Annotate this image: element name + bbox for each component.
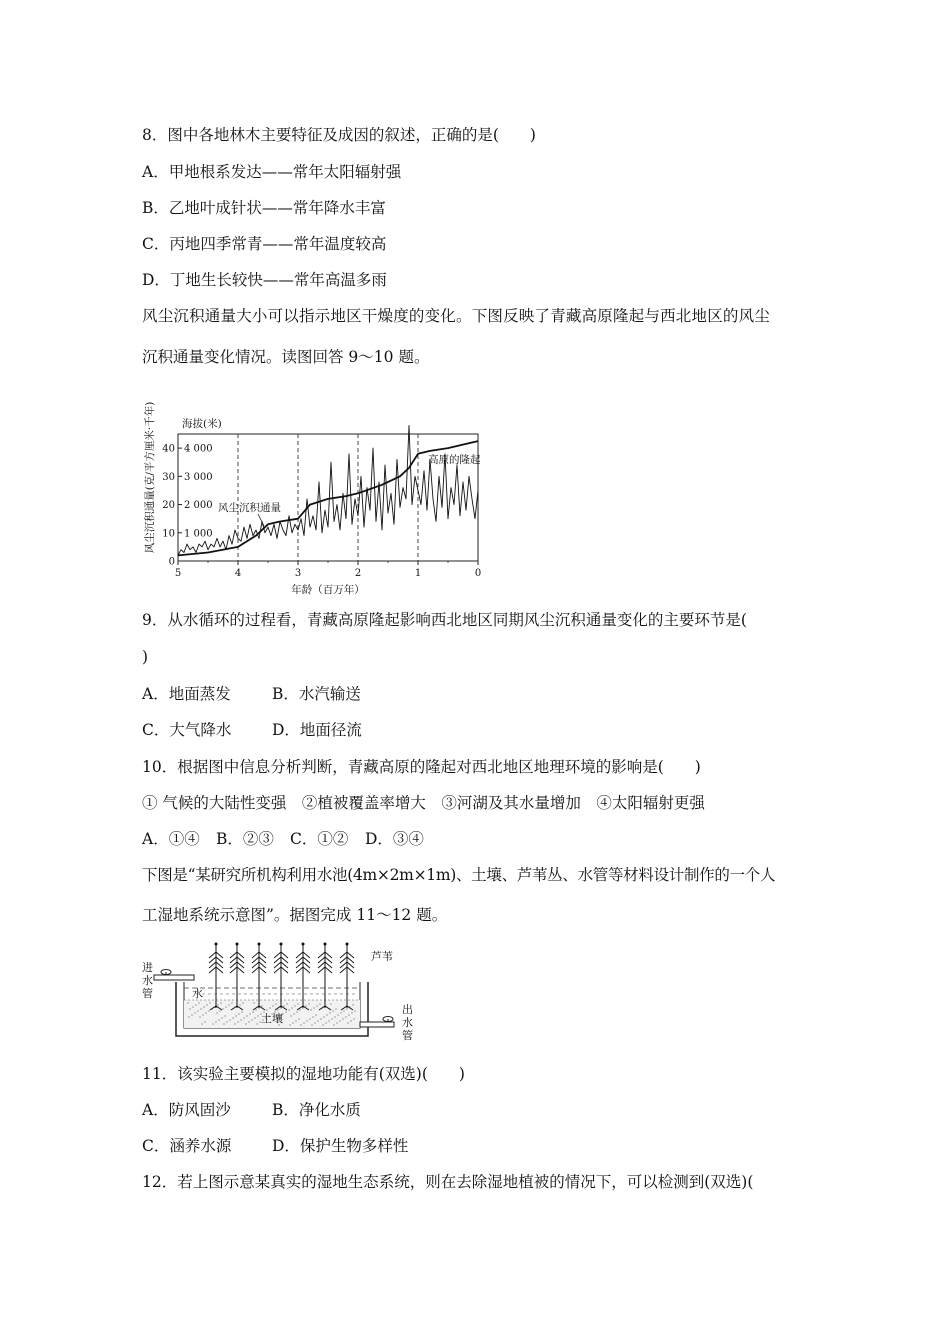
soil-dot [306, 1020, 307, 1021]
soil-dot [308, 1003, 309, 1004]
reed-label: 芦苇 [371, 950, 393, 963]
soil-dot [314, 1022, 315, 1023]
soil-dot [243, 1017, 244, 1018]
soil-dot [231, 1002, 232, 1003]
soil-dot [296, 1011, 297, 1012]
q10-option-a: A．①④ [142, 830, 200, 848]
soil-dot [246, 1015, 247, 1016]
soil-dot [292, 1022, 293, 1023]
soil-dot [201, 1023, 202, 1024]
soil-dot [256, 1023, 257, 1024]
reed-leaf [340, 962, 347, 968]
soil-dot [303, 1022, 304, 1023]
soil-dot [239, 1004, 240, 1005]
soil-dot [242, 1002, 243, 1003]
soil-dot [337, 1014, 338, 1015]
soil-dot [226, 1021, 227, 1022]
y-right-tick-label: 1 000 [184, 528, 213, 540]
soil-dot [336, 1022, 337, 1023]
soil-dot [241, 1011, 242, 1012]
reed-leaf [347, 957, 354, 963]
soil-dot [330, 1003, 331, 1004]
soil-dot [245, 1023, 246, 1024]
soil-dot [217, 1004, 218, 1005]
q9-option-b: B．水汽输送 [272, 685, 361, 703]
soil-dot [202, 1014, 203, 1015]
reed-leaf [318, 962, 325, 968]
q10-option-d: D．③④ [365, 830, 424, 848]
soil-dot [272, 1005, 273, 1006]
soil-dot [331, 1018, 332, 1019]
dust-flux-chart [140, 378, 510, 600]
reed-leaf [252, 957, 259, 963]
q9-option-a: A．地面蒸发 [142, 685, 231, 703]
reed-leaf [274, 967, 281, 973]
soil-dot [229, 1019, 230, 1020]
reed-plant [252, 943, 266, 1011]
soil-dot [342, 1018, 343, 1019]
soil-dot [237, 1021, 238, 1022]
soil-dot [325, 1022, 326, 1023]
soil-dot [191, 1014, 192, 1015]
soil-dot [329, 1012, 330, 1013]
q8-option-d: D．丁地生长较快——常年高温多雨 [142, 271, 387, 289]
y-left-tick-label: 10 [162, 528, 175, 540]
soil-dot [335, 1008, 336, 1009]
reed-leaf [318, 967, 325, 973]
reed-leaf [325, 967, 332, 973]
soil-dot [224, 1015, 225, 1016]
reed-leaf [259, 952, 266, 958]
reed-leaf [230, 967, 237, 973]
soil-dot [297, 1003, 298, 1004]
soil-dot [277, 1009, 278, 1010]
y-right-tick-label: 4 000 [184, 443, 213, 455]
q10-option-b: B．②③ [216, 830, 274, 848]
soil-dot [352, 1004, 353, 1005]
soil-dot [221, 1017, 222, 1018]
outlet-label-3: 管 [402, 1029, 413, 1042]
soil-dot [340, 1012, 341, 1013]
x-tick-label: 1 [414, 568, 422, 579]
soil-dot [310, 1009, 311, 1010]
soil-dot [234, 1023, 235, 1024]
soil-dot [316, 1005, 317, 1006]
soil-dot [192, 1006, 193, 1007]
soil-dot [194, 1012, 195, 1013]
reed-leaf [216, 967, 223, 973]
reed-leaf [274, 952, 281, 958]
soil-dot [309, 1018, 310, 1019]
q11-stem: 11．该实验主要模拟的湿地功能有(双选)( ) [142, 1065, 465, 1083]
reed-leaf [237, 962, 244, 968]
x-tick-label: 4 [234, 568, 242, 579]
soil-dot [275, 1003, 276, 1004]
soil-dot [315, 1014, 316, 1015]
soil-dot [261, 1005, 262, 1006]
y-right-tick-label: 2 000 [184, 500, 213, 512]
reed-plant [340, 943, 354, 1011]
soil-dot [199, 1016, 200, 1017]
x-tick-label: 0 [474, 568, 482, 579]
soil-dot [198, 1002, 199, 1003]
reed-leaf [340, 952, 347, 958]
tank [176, 982, 368, 1036]
soil-dot [203, 1006, 204, 1007]
reed-leaf [216, 952, 223, 958]
reed-leaf [230, 957, 237, 963]
soil-dot [251, 1019, 252, 1020]
soil-dot [219, 1010, 220, 1011]
soil-dot [289, 1024, 290, 1025]
soil-dot [345, 1016, 346, 1017]
soil-dot [290, 1015, 291, 1016]
soil-dot [354, 1010, 355, 1011]
reed-leaf [259, 967, 266, 973]
reed-plant [296, 943, 310, 1011]
reed-leaf [303, 962, 310, 968]
y-left-tick-label: 40 [162, 443, 175, 455]
soil-dot [339, 1020, 340, 1021]
q9-option-c: C．大气降水 [142, 721, 232, 739]
soil-dot [253, 1002, 254, 1003]
soil-dot [288, 1009, 289, 1010]
soil-dot [269, 1007, 270, 1008]
soil-dot [294, 1005, 295, 1006]
soil-dot [350, 1020, 351, 1021]
soil-dot [248, 1021, 249, 1022]
soil-dot [322, 1024, 323, 1025]
intro-9-10-line2: 沉积通量变化情况。读图回答 9～10 题。 [142, 348, 430, 366]
soil-dot [291, 1007, 292, 1008]
reed-leaf [347, 952, 354, 958]
reed-leaf [259, 962, 266, 968]
soil-dot [197, 1010, 198, 1011]
reed-leaf [340, 967, 347, 973]
soil-dot [222, 1008, 223, 1009]
y-left-axis-label: 风尘沉积通量(克/平方厘米·千年) [144, 401, 156, 554]
reed-leaf [209, 967, 216, 973]
reed-leaf [325, 962, 332, 968]
x-tick-label: 5 [174, 568, 182, 579]
reed-leaf [209, 962, 216, 968]
soil-dot [187, 1002, 188, 1003]
reed-leaf [340, 957, 347, 963]
inlet-pipe [154, 970, 194, 981]
reed-leaf [209, 957, 216, 963]
q10-option-c: C．①② [290, 830, 349, 848]
soil-dot [228, 1004, 229, 1005]
soil-dot [311, 1024, 312, 1025]
q8-option-c: C．丙地四季常青——常年温度较高 [142, 235, 387, 253]
soil-dot [209, 1002, 210, 1003]
soil-dot [332, 1010, 333, 1011]
q11-option-d: D．保护生物多样性 [272, 1137, 409, 1155]
soil-dot [238, 1013, 239, 1014]
reed-leaf [281, 952, 288, 958]
soil-dot [347, 1022, 348, 1023]
q8-option-a: A．甲地根系发达——常年太阳辐射强 [142, 163, 402, 181]
soil-dot [240, 1019, 241, 1020]
dust-flux-annotation: 风尘沉积通量 [218, 502, 281, 514]
soil-dot [188, 1016, 189, 1017]
intro-11-12-line1: 下图是“某研究所机构利用水池(4m×2m×1m)、土壤、芦苇丛、水管等材料设计制作的一个人 [142, 866, 776, 884]
soil-dot [313, 1007, 314, 1008]
soil-dot [333, 1024, 334, 1025]
reed-leaf [216, 962, 223, 968]
reed-leaf [296, 957, 303, 963]
q11-option-c: C．涵养水源 [142, 1137, 232, 1155]
reed-leaf [281, 962, 288, 968]
soil-dot [215, 1021, 216, 1022]
soil-dot [317, 1020, 318, 1021]
reed-leaf [237, 957, 244, 963]
y-left-tick-label: 0 [168, 556, 175, 568]
inlet-label-2: 水 [142, 974, 153, 987]
q9-stem-cont: ) [142, 648, 149, 666]
inlet-label-3: 管 [142, 987, 153, 1000]
reed-leaf [303, 967, 310, 973]
soil-dot [204, 1021, 205, 1022]
soil-dot [293, 1013, 294, 1014]
soil-dot [351, 1012, 352, 1013]
reed-leaf [281, 967, 288, 973]
q9-stem: 9．从水循环的过程看，青藏高原隆起影响西北地区同期风尘沉积通量变化的主要环节是( [142, 611, 747, 629]
soil-dot [266, 1009, 267, 1010]
soil-dot [195, 1004, 196, 1005]
y-left-tick-label: 20 [162, 500, 175, 512]
soil-dot [223, 1023, 224, 1024]
elevation-axis-title: 海拔(米) [182, 418, 222, 430]
x-axis-label: 年龄（百万年） [291, 584, 365, 596]
reed-leaf [216, 957, 223, 963]
soil-dot [249, 1013, 250, 1014]
dust-flux-pointer [258, 514, 264, 526]
soil-dot [320, 1018, 321, 1019]
reed-leaf [325, 952, 332, 958]
soil-dot [218, 1019, 219, 1020]
soil-dot [257, 1015, 258, 1016]
intro-9-10-line1: 风尘沉积通量大小可以指示地区干燥度的变化。下图反映了青藏高原隆起与西北地区的风尘 [142, 307, 771, 325]
soil-dot [285, 1011, 286, 1012]
dust-flux-line [178, 426, 478, 556]
soil-dot [283, 1005, 284, 1006]
soil-dot [346, 1008, 347, 1009]
soil-dot [353, 1018, 354, 1019]
water-label: 水 [192, 987, 203, 1000]
wetland-diagram [136, 938, 426, 1046]
q11-option-b: B．净化水质 [272, 1101, 361, 1119]
q12-stem: 12．若上图示意某真实的湿地生态系统，则在去除湿地植被的情况下，可以检测到(双选)( [142, 1173, 754, 1191]
soil-label: 土壤 [261, 1012, 283, 1025]
soil-dot [326, 1014, 327, 1015]
reed-leaf [252, 962, 259, 968]
reed-leaf [209, 952, 216, 958]
reed-leaf [259, 957, 266, 963]
soil-dot [298, 1018, 299, 1019]
soil-dot [300, 1024, 301, 1025]
reed-leaf [318, 957, 325, 963]
soil-dot [232, 1017, 233, 1018]
soil-dot [286, 1003, 287, 1004]
reed-leaf [252, 952, 259, 958]
outlet-label-2: 水 [402, 1016, 413, 1029]
soil-dot [220, 1002, 221, 1003]
reed-leaf [318, 952, 325, 958]
soil-dot [255, 1009, 256, 1010]
reed-leaf [274, 957, 281, 963]
soil-dot [295, 1020, 296, 1021]
uplift-annotation: 高原的隆起 [428, 454, 481, 466]
reed-leaf [325, 957, 332, 963]
inlet-label-1: 进 [142, 961, 153, 974]
soil-dot [225, 1006, 226, 1007]
reed-leaf [274, 962, 281, 968]
reed-leaf [296, 962, 303, 968]
q10-choices: ① 气候的大陆性变强 ②植被覆盖率增大 ③河湖及其水量增加 ④太阳辐射更强 [142, 794, 705, 812]
soil-dot [208, 1010, 209, 1011]
reed-leaf [303, 952, 310, 958]
outlet-label-1: 出 [402, 1003, 413, 1016]
soil-dot [235, 1015, 236, 1016]
intro-11-12-line2: 工湿地系统示意图”。据图完成 11～12 题。 [142, 906, 448, 924]
q8-stem: 8．图中各地林木主要特征及成因的叙述，正确的是( ) [142, 126, 536, 144]
soil-dot [319, 1003, 320, 1004]
soil-dot [206, 1004, 207, 1005]
outlet-pipe [360, 1017, 394, 1028]
reed-leaf [230, 952, 237, 958]
x-tick-label: 2 [354, 568, 362, 579]
reed-leaf [303, 957, 310, 963]
reed-leaf [347, 962, 354, 968]
soil-dot [343, 1010, 344, 1011]
soil-dot [205, 1012, 206, 1013]
soil-dot [216, 1012, 217, 1013]
q9-option-d: D．地面径流 [272, 721, 362, 739]
soil-dot [252, 1011, 253, 1012]
reed-leaf [296, 967, 303, 973]
soil-dot [212, 1023, 213, 1024]
soil-dot [348, 1014, 349, 1015]
q11-option-a: A．防风固沙 [142, 1101, 231, 1119]
reed-leaf [252, 967, 259, 973]
y-left-tick-label: 30 [162, 471, 175, 483]
soil-dot [328, 1020, 329, 1021]
reed-leaf [237, 952, 244, 958]
soil-dot [254, 1017, 255, 1018]
soil-dot [200, 1008, 201, 1009]
y-right-tick-label: 3 000 [184, 471, 213, 483]
soil-dot [323, 1016, 324, 1017]
soil-dot [299, 1009, 300, 1010]
soil-dot [334, 1016, 335, 1017]
soil-dot [312, 1016, 313, 1017]
reed-leaf [237, 967, 244, 973]
reed-leaf [230, 962, 237, 968]
q8-option-b: B．乙地叶成针状——常年降水丰富 [142, 199, 386, 217]
reed-leaf [296, 952, 303, 958]
x-tick-label: 3 [294, 568, 302, 579]
soil-dot [189, 1008, 190, 1009]
reed-leaf [347, 967, 354, 973]
soil-dot [305, 1005, 306, 1006]
reed-leaf [281, 957, 288, 963]
q10-stem: 10．根据图中信息分析判断，青藏高原的隆起对西北地区地理环境的影响是( ) [142, 758, 701, 776]
